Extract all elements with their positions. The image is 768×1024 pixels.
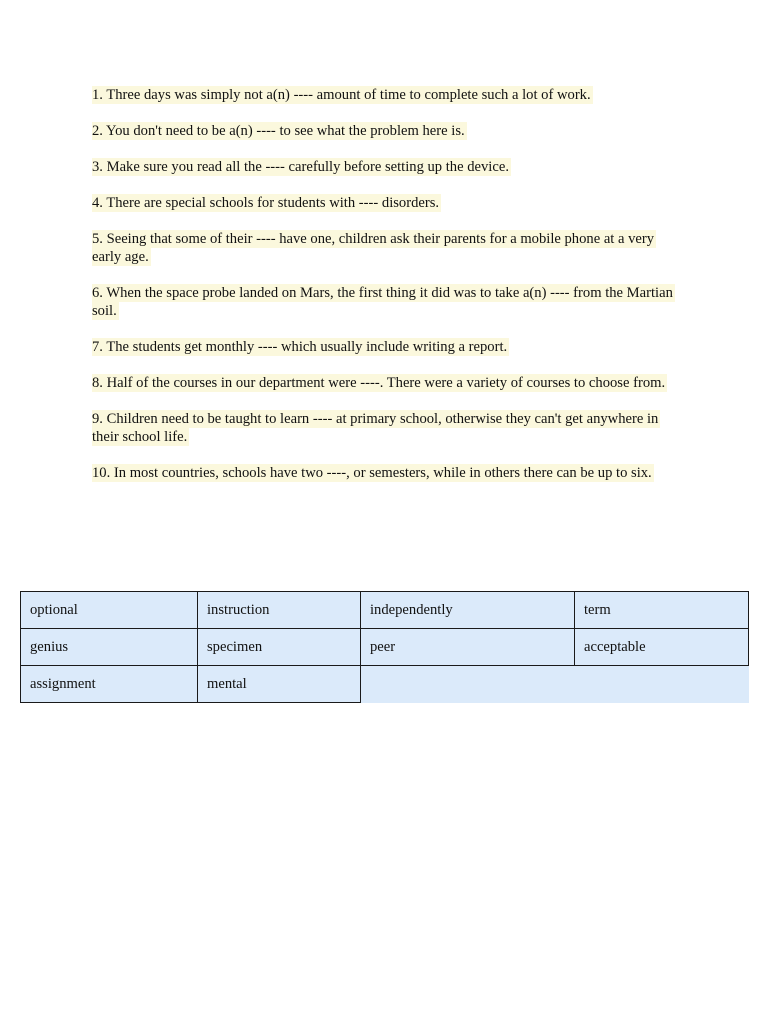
word-cell: acceptable	[575, 629, 749, 666]
sentence-8	[92, 374, 677, 392]
sentence-text: 1. Three days was simply not a(n) ---- amount of time to complete such a lot of work.	[92, 87, 591, 103]
table-row	[21, 592, 749, 629]
word-cell: specimen	[198, 629, 361, 666]
sentence-2	[92, 122, 677, 140]
sentence-list	[92, 86, 677, 500]
sentence-1	[92, 86, 677, 104]
word-cell: instruction	[198, 592, 361, 629]
word-cell: independently	[361, 592, 575, 629]
word-cell: optional	[21, 592, 198, 629]
sentence-text: 2. You don't need to be a(n) ---- to see what the problem here is.	[92, 123, 465, 139]
word-cell: genius	[21, 629, 198, 666]
sentence-9	[92, 410, 677, 446]
sentence-3	[92, 158, 677, 176]
sentence-7	[92, 338, 677, 356]
word-cell: assignment	[21, 666, 198, 703]
sentence-text: 6. When the space probe landed on Mars, the first thing it did was to take a(n) ---- from the Martian soil.	[92, 285, 673, 319]
sentence-text: 8. Half of the courses in our department were ----. There were a variety of courses to choose from.	[92, 375, 666, 391]
sentence-5	[92, 230, 677, 266]
sentence-text: 7. The students get monthly ---- which usually include writing a report.	[92, 339, 508, 355]
sentence-text: 3. Make sure you read all the ---- carefully before setting up the device.	[92, 159, 509, 175]
sentence-6	[92, 284, 677, 320]
word-cell: term	[575, 592, 749, 629]
word-cell: peer	[361, 629, 575, 666]
sentence-text: 10. In most countries, schools have two ----, or semesters, while in others there can be up to six.	[92, 465, 652, 481]
sentence-10	[92, 464, 677, 482]
sentence-text: 9. Children need to be taught to learn ---- at primary school, otherwise they can't get anywhere in their school life.	[92, 411, 659, 445]
empty-cell	[575, 666, 749, 703]
empty-cell	[361, 666, 575, 703]
sentence-text: 4. There are special schools for students with ---- disorders.	[92, 195, 440, 211]
word-bank-table	[20, 591, 749, 703]
table-row	[21, 629, 749, 666]
sentence-4	[92, 194, 677, 212]
word-cell: mental	[198, 666, 361, 703]
sentence-text: 5. Seeing that some of their ---- have one, children ask their parents for a mobile phone at a very early age.	[92, 231, 655, 265]
table-row	[21, 666, 749, 703]
